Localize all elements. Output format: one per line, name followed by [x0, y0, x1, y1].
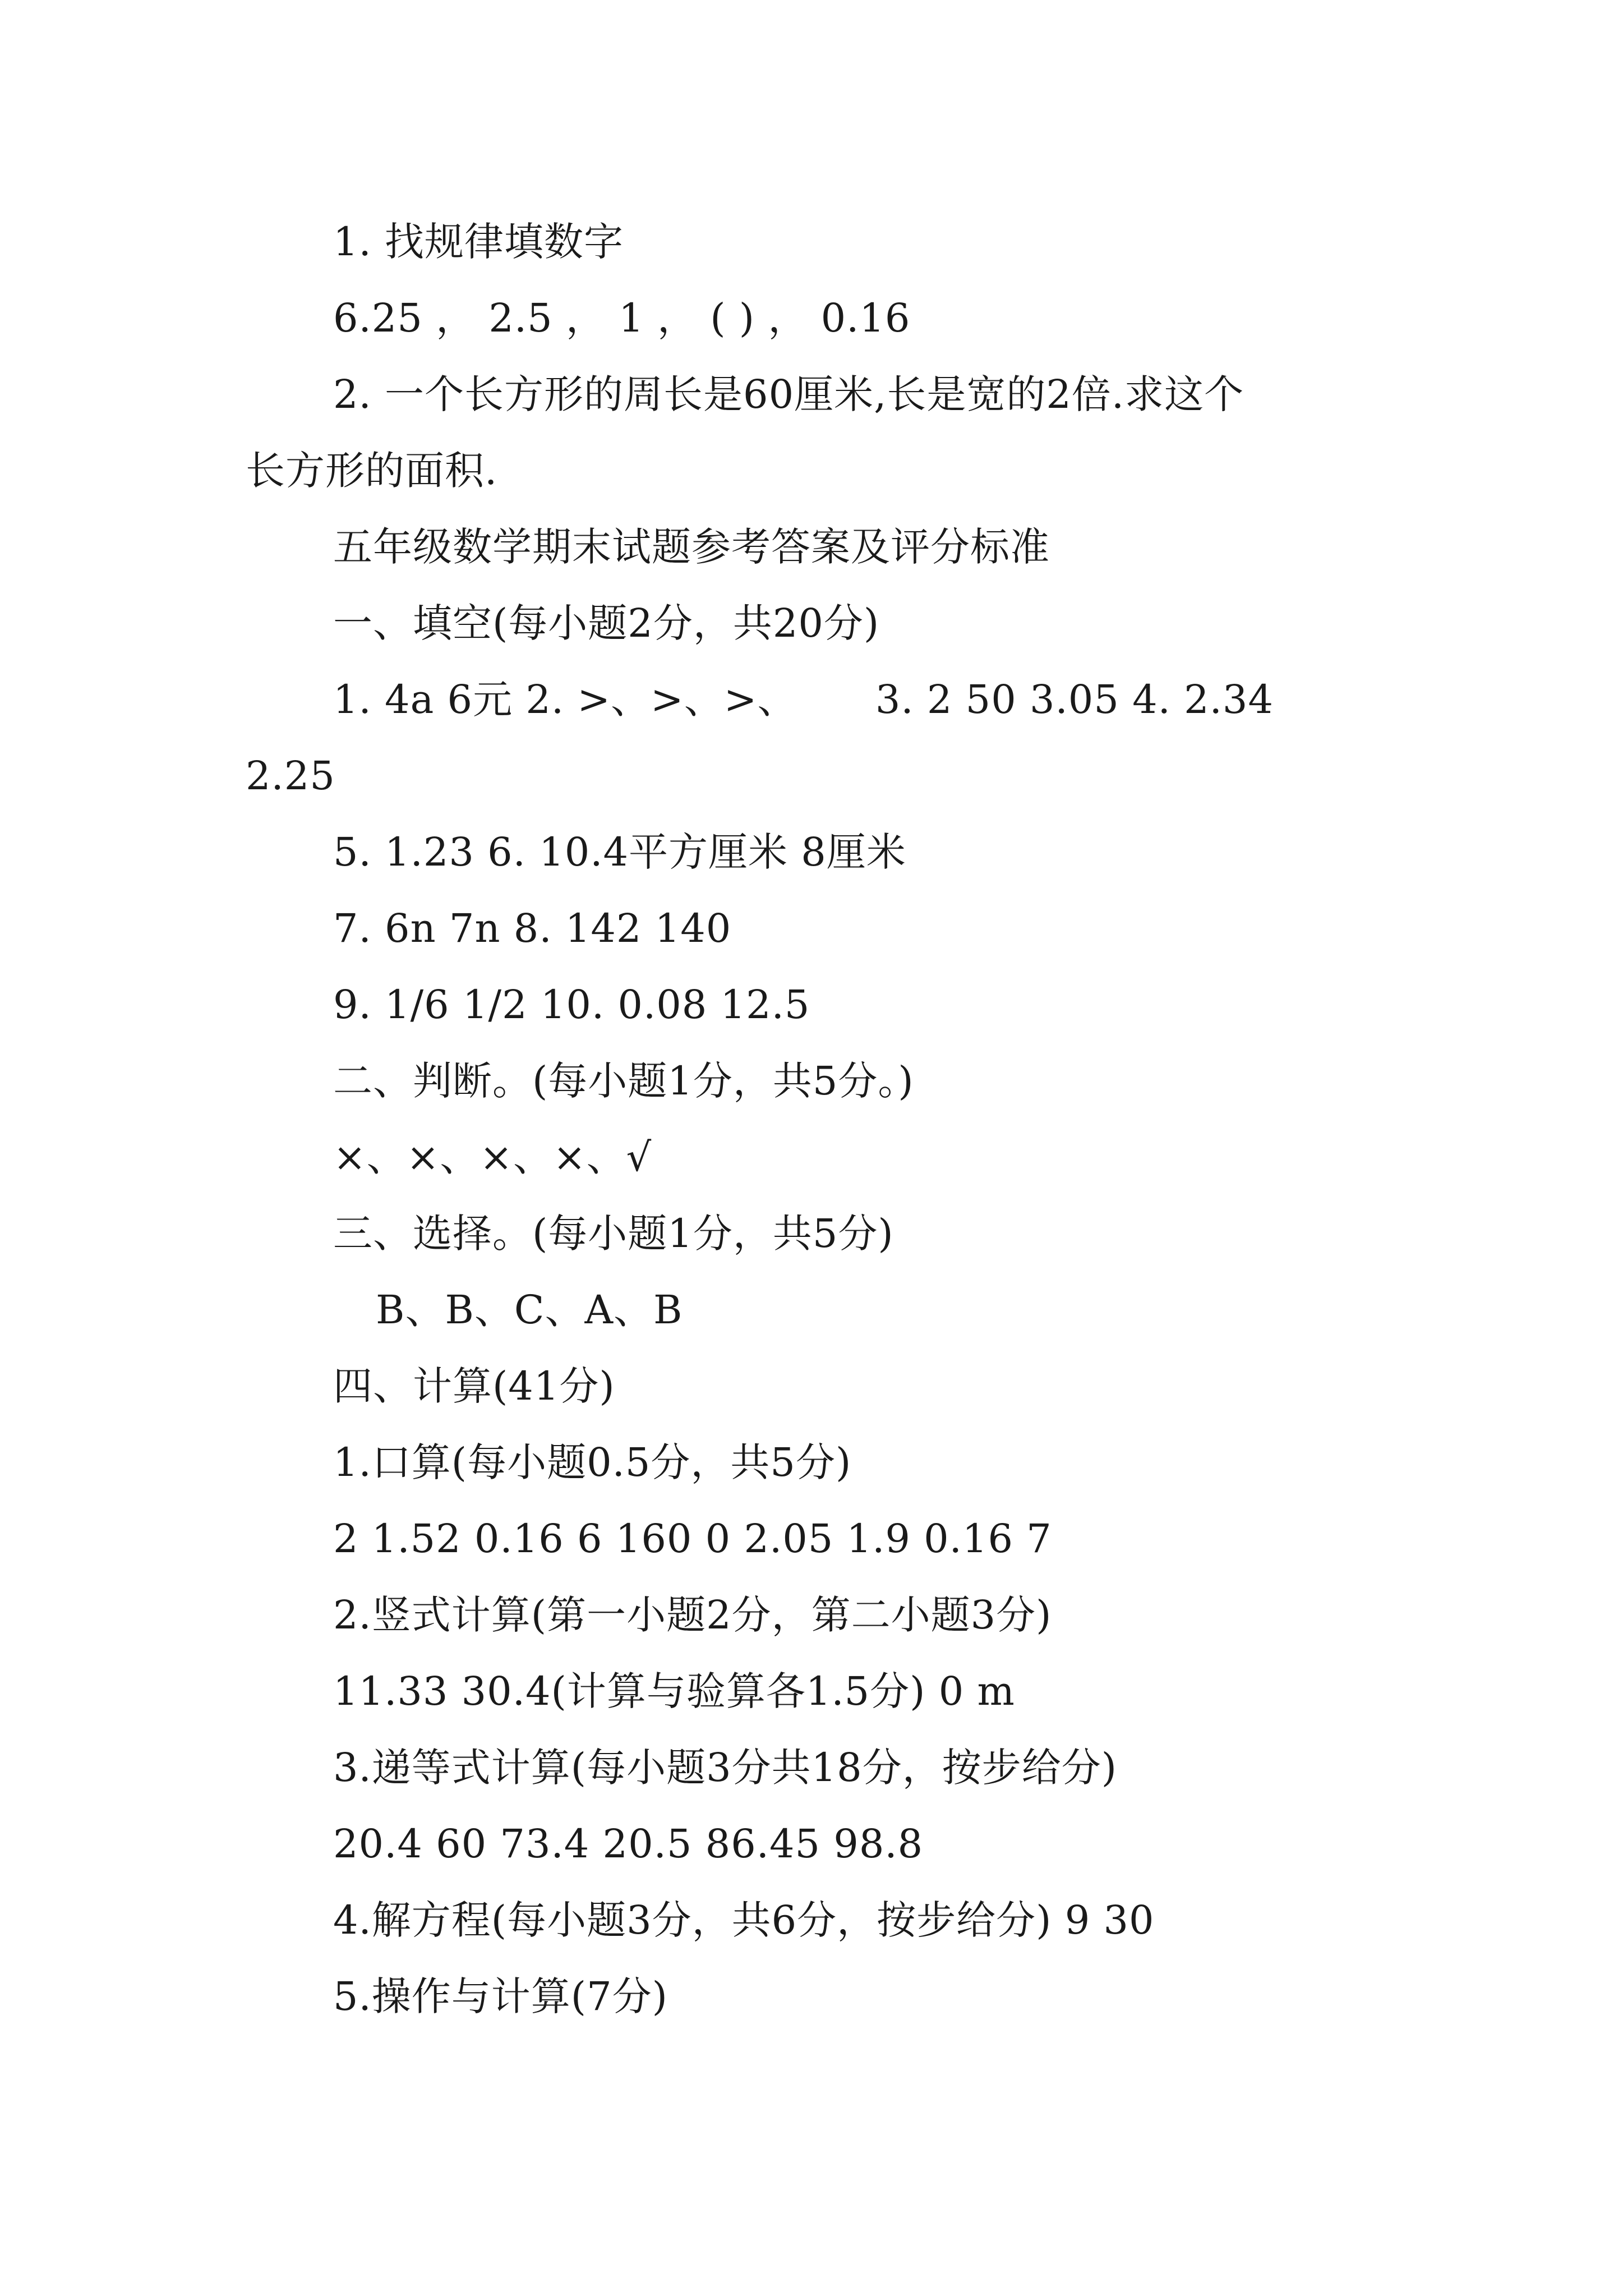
fill-blank-answers-4: 9. 1/6 1/2 10. 0.08 12.5 [333, 982, 810, 1028]
problem-2-text-continued: 长方形的面积. [246, 448, 498, 494]
operation-calc-heading: 5.操作与计算(7分) [333, 1973, 668, 2019]
mental-math-heading: 1.口算(每小题0.5分，共5分) [333, 1439, 852, 1485]
section-calculation-heading: 四、计算(41分) [333, 1363, 615, 1409]
section-choice-heading: 三、选择。(每小题1分，共5分) [333, 1211, 894, 1257]
judgment-answers: ×、×、×、×、√ [333, 1134, 652, 1180]
problem-1-sequence: 6.25 ， 2.5 ， 1 ， ( ) ， 0.16 [333, 295, 911, 341]
step-calc-heading: 3.递等式计算(每小题3分共18分，按步给分) [333, 1745, 1118, 1791]
problem-2-text: 2. 一个长方形的周长是60厘米,长是宽的2倍.求这个 [333, 371, 1244, 417]
fill-blank-answers-3: 7. 6n 7n 8. 142 140 [333, 905, 732, 951]
step-calc-answers: 20.4 60 73.4 20.5 86.45 98.8 [333, 1821, 924, 1867]
fill-blank-answers-1: 1. 4a 6元 2. >、>、>、 3. 2 50 3.05 4. 2.34 [333, 677, 1274, 723]
fill-blank-answers-1-continued: 2.25 [246, 753, 335, 799]
choice-answers: B、B、C、A、B [376, 1287, 683, 1333]
section-judgment-heading: 二、判断。(每小题1分，共5分。) [333, 1058, 914, 1104]
mental-math-answers: 2 1.52 0.16 6 160 0 2.05 1.9 0.16 7 [333, 1516, 1052, 1562]
problem-1-heading: 1. 找规律填数字 [333, 219, 624, 265]
vertical-calc-heading: 2.竖式计算(第一小题2分，第二小题3分) [333, 1592, 1052, 1638]
vertical-calc-answers: 11.33 30.4(计算与验算各1.5分) 0 m [333, 1668, 1015, 1714]
section-fill-blank-heading: 一、填空(每小题2分，共20分) [333, 600, 880, 646]
equation-heading-answers: 4.解方程(每小题3分，共6分，按步给分) 9 30 [333, 1897, 1155, 1943]
fill-blank-answers-2: 5. 1.23 6. 10.4平方厘米 8厘米 [333, 829, 906, 875]
answer-key-title: 五年级数学期末试题参考答案及评分标准 [333, 524, 1050, 570]
